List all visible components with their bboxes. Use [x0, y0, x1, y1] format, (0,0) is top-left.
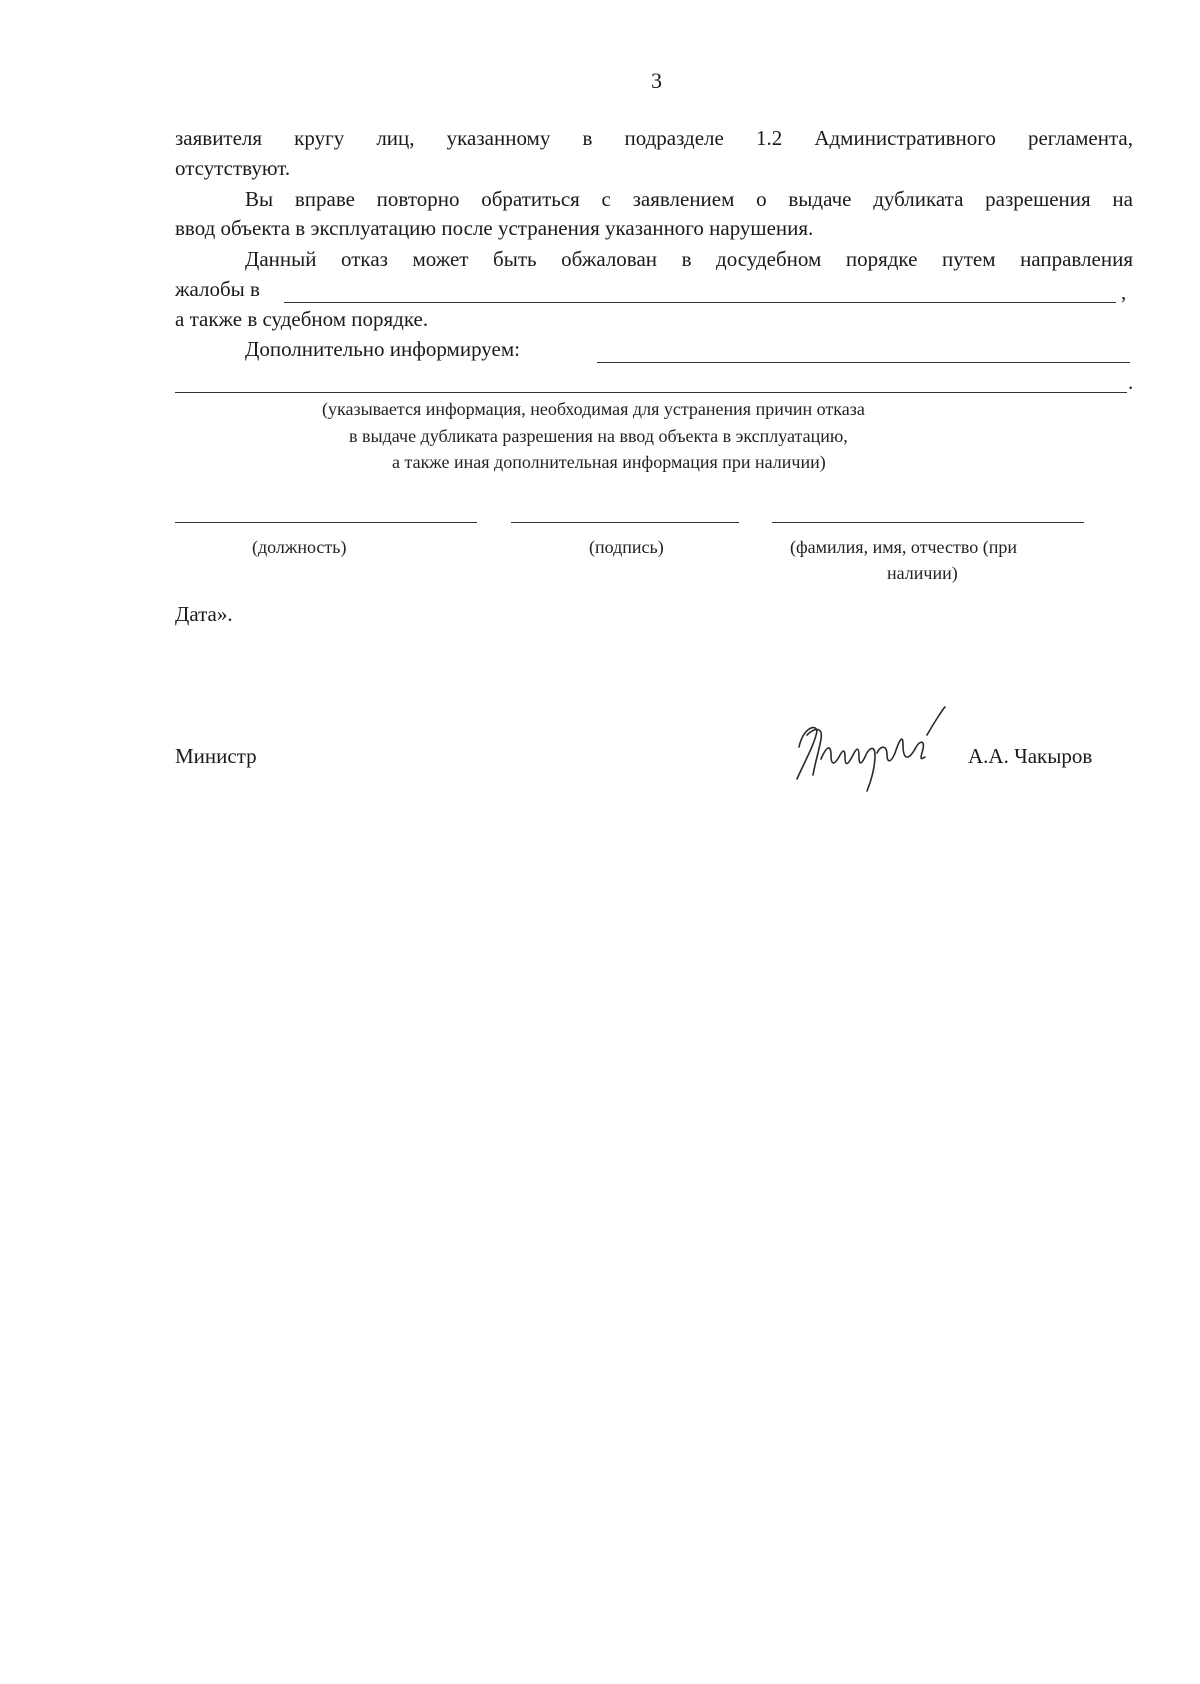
paragraph-1-line-2: отсутствуют. [175, 156, 291, 180]
handwritten-signature [785, 705, 955, 795]
additional-info-label: Дополнительно информируем: [245, 337, 520, 361]
signature-blank-line [511, 522, 739, 523]
additional-info-period: . [1128, 370, 1134, 394]
hint-line-2: в выдаче дубликата разрешения на ввод объекта в эксплуатацию, [349, 426, 848, 446]
position-blank-line [175, 522, 477, 523]
paragraph-3-line-3: а также в судебном порядке. [175, 307, 429, 331]
page-number: 3 [651, 68, 662, 93]
signatory-name: А.А. Чакыров [968, 744, 1093, 768]
complaint-blank-line [284, 302, 1116, 303]
signature-caption: (подпись) [589, 537, 664, 557]
paragraph-1-line-1: заявителя кругу лиц, указанному в подразделе 1.2 Административного регламента, [175, 126, 1133, 150]
hint-line-3: а также иная дополнительная информация при наличии) [392, 452, 826, 472]
date-label: Дата». [175, 602, 233, 626]
full-name-caption-line-2: наличии) [887, 563, 958, 583]
complaint-comma: , [1121, 280, 1127, 304]
hint-line-1: (указывается информация, необходимая для устранения причин отказа [322, 399, 865, 419]
paragraph-3-line-1: Данный отказ может быть обжалован в досудебном порядке путем направления [245, 247, 1133, 271]
signatory-title: Министр [175, 744, 257, 768]
paragraph-2-line-2: ввод объекта в эксплуатацию после устранения указанного нарушения. [175, 216, 814, 240]
additional-info-blank-line-1 [597, 362, 1130, 363]
complaint-label: жалобы в [175, 277, 260, 301]
position-caption: (должность) [252, 537, 347, 557]
additional-info-blank-line-2 [175, 392, 1127, 393]
full-name-blank-line [772, 522, 1084, 523]
paragraph-2-line-1: Вы вправе повторно обратиться с заявлением о выдаче дубликата разрешения на [245, 187, 1133, 211]
full-name-caption-line-1: (фамилия, имя, отчество (при [790, 537, 1017, 557]
